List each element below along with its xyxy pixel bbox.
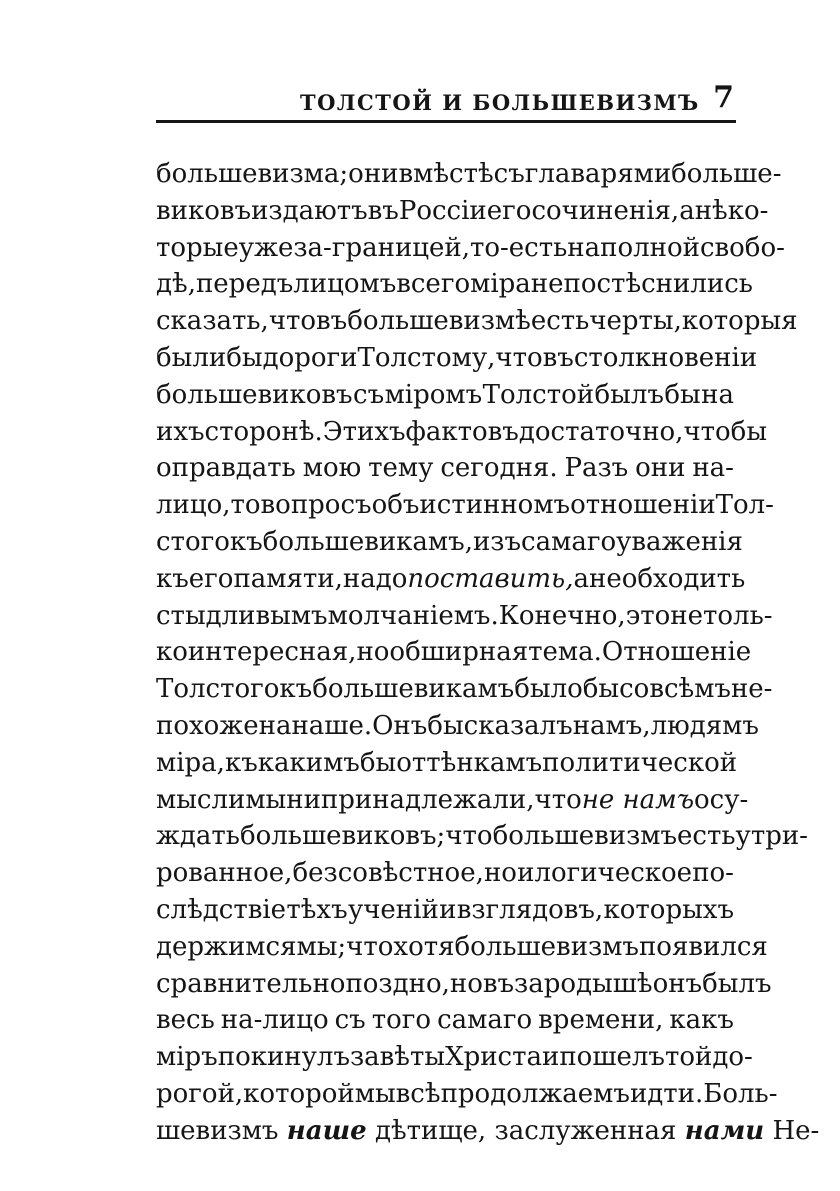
- word: молчаніемъ.: [327, 600, 499, 631]
- word: былъ: [702, 968, 772, 999]
- word: объ: [371, 490, 420, 521]
- word: Христа: [445, 1042, 542, 1073]
- word: его: [486, 195, 532, 226]
- word: бы: [359, 747, 397, 778]
- word: лицо,: [156, 490, 231, 521]
- word: были: [156, 342, 227, 373]
- word: то-есть: [469, 232, 568, 263]
- word: къ: [224, 747, 258, 778]
- word: что: [534, 784, 582, 815]
- word: сравнительно: [156, 968, 346, 999]
- word: шевизмъ: [156, 1115, 279, 1146]
- text-line: [156, 855, 734, 892]
- word: которой: [243, 1078, 355, 1109]
- text-line: [156, 818, 808, 855]
- word: наше.: [291, 710, 373, 741]
- text-line: [156, 414, 768, 451]
- word: рогой,: [156, 1078, 244, 1109]
- word: похоже: [156, 710, 259, 741]
- word: къ: [156, 563, 189, 594]
- word: больше-: [671, 159, 782, 189]
- word: Отношеніе: [601, 637, 752, 668]
- word: но: [483, 858, 517, 889]
- word: но: [449, 968, 483, 999]
- word: поставить,: [407, 563, 574, 594]
- word: принадлежали,: [320, 784, 535, 815]
- word: полной: [600, 232, 700, 263]
- word: сказалъ: [463, 710, 573, 741]
- word: Тол-: [715, 490, 774, 521]
- word: какъ: [669, 1005, 734, 1036]
- word: мы;: [296, 931, 347, 962]
- word: пошелъ: [559, 1042, 665, 1073]
- word: они: [635, 453, 686, 484]
- word: не намъ: [581, 784, 695, 815]
- word: стого: [156, 526, 230, 557]
- word: но: [356, 637, 390, 668]
- word: былъ: [594, 379, 664, 410]
- word: есть: [530, 306, 590, 337]
- word: міра,: [156, 747, 225, 778]
- word: вмѣстѣ: [398, 159, 494, 189]
- text-line: [156, 156, 782, 193]
- word: стыдливымъ: [156, 600, 328, 631]
- word: съ: [334, 1005, 366, 1036]
- word: міра: [470, 269, 531, 300]
- word: мою: [302, 453, 362, 484]
- text-line: [156, 598, 773, 635]
- word: обширная: [389, 637, 529, 668]
- word: за-границей,: [293, 232, 470, 263]
- word: міръ: [156, 1042, 218, 1073]
- word: Боль-: [703, 1078, 778, 1109]
- word: отношеніи: [570, 490, 716, 521]
- text-line: [156, 892, 734, 929]
- text-line: [156, 929, 768, 966]
- word: дѣтище,: [374, 1115, 487, 1146]
- text-line: [156, 745, 738, 782]
- word: это: [625, 600, 671, 631]
- word: главарями: [524, 159, 672, 189]
- word: тему: [368, 453, 434, 484]
- word: безсовѣстное,: [292, 858, 484, 889]
- word: торые: [156, 232, 239, 263]
- word: не: [530, 269, 564, 300]
- word: большевизмъ: [454, 931, 639, 962]
- word: сторонѣ.: [204, 416, 323, 447]
- word: свобо-: [699, 232, 785, 263]
- word: намъ,: [572, 710, 651, 741]
- word: той: [664, 1042, 713, 1073]
- word: бы: [582, 674, 620, 705]
- word: и: [439, 894, 457, 925]
- word: мысли: [156, 784, 246, 815]
- text-line: [156, 708, 759, 745]
- word: съ: [493, 159, 525, 189]
- word: совсѣмъ: [619, 674, 731, 705]
- word: хотя: [393, 931, 455, 962]
- text-line: [156, 377, 734, 414]
- word: истинномъ: [419, 490, 571, 521]
- word: не-: [730, 674, 773, 705]
- word: Толстому,: [357, 342, 496, 373]
- word: и: [542, 1042, 560, 1073]
- word: его: [188, 563, 234, 594]
- text-line: [156, 966, 772, 1003]
- word: всѣ: [395, 1078, 441, 1109]
- text-line: [156, 266, 753, 303]
- word: того: [371, 1005, 432, 1036]
- word: времени,: [538, 1005, 664, 1036]
- word: а: [573, 563, 589, 594]
- word: сегодня.: [440, 453, 558, 484]
- text-line: [156, 1039, 753, 1076]
- word: большевизмѣ: [347, 306, 531, 337]
- word: большевиковъ: [156, 379, 353, 410]
- word: уваженія: [616, 526, 743, 557]
- word: не: [589, 563, 622, 594]
- word: идти.: [629, 1078, 704, 1109]
- word: Толстой: [482, 379, 595, 410]
- text-line: [156, 450, 734, 487]
- word: бы: [226, 342, 263, 373]
- word: надо: [342, 563, 408, 594]
- word: къ: [279, 674, 313, 705]
- word: къ: [229, 526, 263, 557]
- word: мы: [245, 784, 287, 815]
- word: ни: [286, 784, 321, 815]
- word: политической: [542, 747, 738, 778]
- word: было: [514, 674, 583, 705]
- page-number: 7: [713, 80, 734, 115]
- word: до-: [712, 1042, 753, 1073]
- word: ждать: [156, 821, 240, 852]
- word: нами: [684, 1115, 765, 1146]
- word: обходить: [621, 563, 746, 594]
- word: бы: [427, 710, 464, 741]
- word: зародышѣ: [514, 968, 653, 999]
- word: Не-: [772, 1115, 820, 1146]
- text-line: [156, 193, 769, 230]
- word: чтобы: [683, 416, 768, 447]
- word: Россіи: [398, 195, 487, 226]
- text-line: [156, 487, 774, 524]
- word: на-: [692, 453, 734, 484]
- word: что: [445, 821, 493, 852]
- body-text: [156, 156, 820, 1150]
- word: толь-: [703, 600, 773, 631]
- word: которыхъ: [603, 894, 734, 925]
- word: утри-: [735, 821, 808, 852]
- text-line: [156, 340, 758, 377]
- word: черты,которыя: [589, 306, 798, 337]
- word: въ: [482, 968, 515, 999]
- word: постѣснились: [563, 269, 753, 300]
- word: въ: [316, 306, 348, 337]
- word: дѣ,: [156, 269, 196, 300]
- word: онъ: [652, 968, 703, 999]
- word: покинулъ: [217, 1042, 350, 1073]
- word: слѣдствіе: [156, 894, 287, 925]
- text-line: [156, 671, 773, 708]
- running-title: ТОЛСТОЙ И БОЛЬШЕВИЗМЪ: [300, 90, 700, 115]
- word: самаго: [437, 1005, 533, 1036]
- word: въ: [367, 195, 399, 226]
- word: уже: [238, 232, 294, 263]
- word: появился: [638, 931, 768, 962]
- word: издаютъ: [251, 195, 368, 226]
- word: заслуженная: [494, 1115, 677, 1146]
- text-line: [156, 303, 798, 340]
- word: какимъ: [257, 747, 360, 778]
- word: а: [679, 195, 695, 226]
- header-rule: [156, 120, 736, 123]
- word: есть: [677, 821, 736, 852]
- word: то: [230, 490, 261, 521]
- word: нѣко-: [694, 195, 769, 226]
- text-line: [156, 1002, 734, 1039]
- word: сочиненія,: [531, 195, 680, 226]
- word: людямъ: [650, 710, 759, 741]
- word: ученій: [347, 894, 439, 925]
- word: виковъ: [156, 195, 252, 226]
- text-line: [156, 634, 752, 671]
- word: ко: [156, 637, 188, 668]
- word: передъ: [195, 269, 294, 300]
- word: на-лицо: [220, 1005, 329, 1036]
- word: дороги: [262, 342, 358, 373]
- word: не: [670, 600, 704, 631]
- word: большевизмъ: [492, 821, 678, 852]
- text-line: [156, 561, 746, 598]
- text-line: [156, 1076, 778, 1113]
- word: большевизма;: [156, 159, 349, 189]
- word: тѣхъ: [286, 894, 348, 925]
- word: Онъ: [372, 710, 428, 741]
- word: мы: [354, 1078, 396, 1109]
- word: оправдать: [156, 453, 296, 484]
- word: бы: [664, 379, 701, 410]
- word: взглядовъ,: [456, 894, 604, 925]
- word: всего: [396, 269, 471, 300]
- word: изъ: [472, 526, 522, 557]
- word: что: [495, 342, 543, 373]
- word: наше: [286, 1115, 367, 1146]
- word: логическое: [534, 858, 693, 889]
- text-line: [156, 524, 743, 561]
- word: поздно,: [345, 968, 450, 999]
- word: сказать,: [156, 306, 269, 337]
- word: что: [346, 931, 394, 962]
- word: на: [701, 379, 734, 410]
- word: они: [348, 159, 399, 189]
- word: продолжаемъ: [440, 1078, 630, 1109]
- word: ихъ: [156, 416, 205, 447]
- word: большевикамъ: [312, 674, 515, 705]
- text-line: [156, 230, 785, 267]
- text-line: [156, 1113, 820, 1150]
- word: оттѣнкамъ: [396, 747, 543, 778]
- word: большевиковъ;: [239, 821, 446, 852]
- word: фактовъ: [405, 416, 519, 447]
- word: на: [567, 232, 601, 263]
- word: столкновеніи: [573, 342, 758, 373]
- page-header: [156, 80, 734, 118]
- word: вопросъ: [260, 490, 372, 521]
- word: достаточно,: [518, 416, 684, 447]
- word: на: [258, 710, 292, 741]
- word: интересная,: [187, 637, 357, 668]
- word: Конечно,: [498, 600, 626, 631]
- word: самаго: [521, 526, 617, 557]
- word: весь: [156, 1005, 215, 1036]
- word: памяти,: [233, 563, 343, 594]
- word: рованное,: [156, 858, 293, 889]
- word: Толстого: [156, 674, 280, 705]
- word: осу-: [694, 784, 749, 815]
- word: Этихъ: [322, 416, 406, 447]
- word: лицомъ: [293, 269, 397, 300]
- word: Разъ: [564, 453, 629, 484]
- word: міромъ: [384, 379, 483, 410]
- word: по-: [692, 858, 734, 889]
- word: тема.: [528, 637, 602, 668]
- word: и: [517, 858, 535, 889]
- word: большевикамъ,: [262, 526, 473, 557]
- word: въ: [542, 342, 574, 373]
- text-line: [156, 782, 749, 819]
- word: съ: [353, 379, 385, 410]
- word: держимся: [156, 931, 297, 962]
- word: завѣты: [349, 1042, 446, 1073]
- word: что: [268, 306, 317, 337]
